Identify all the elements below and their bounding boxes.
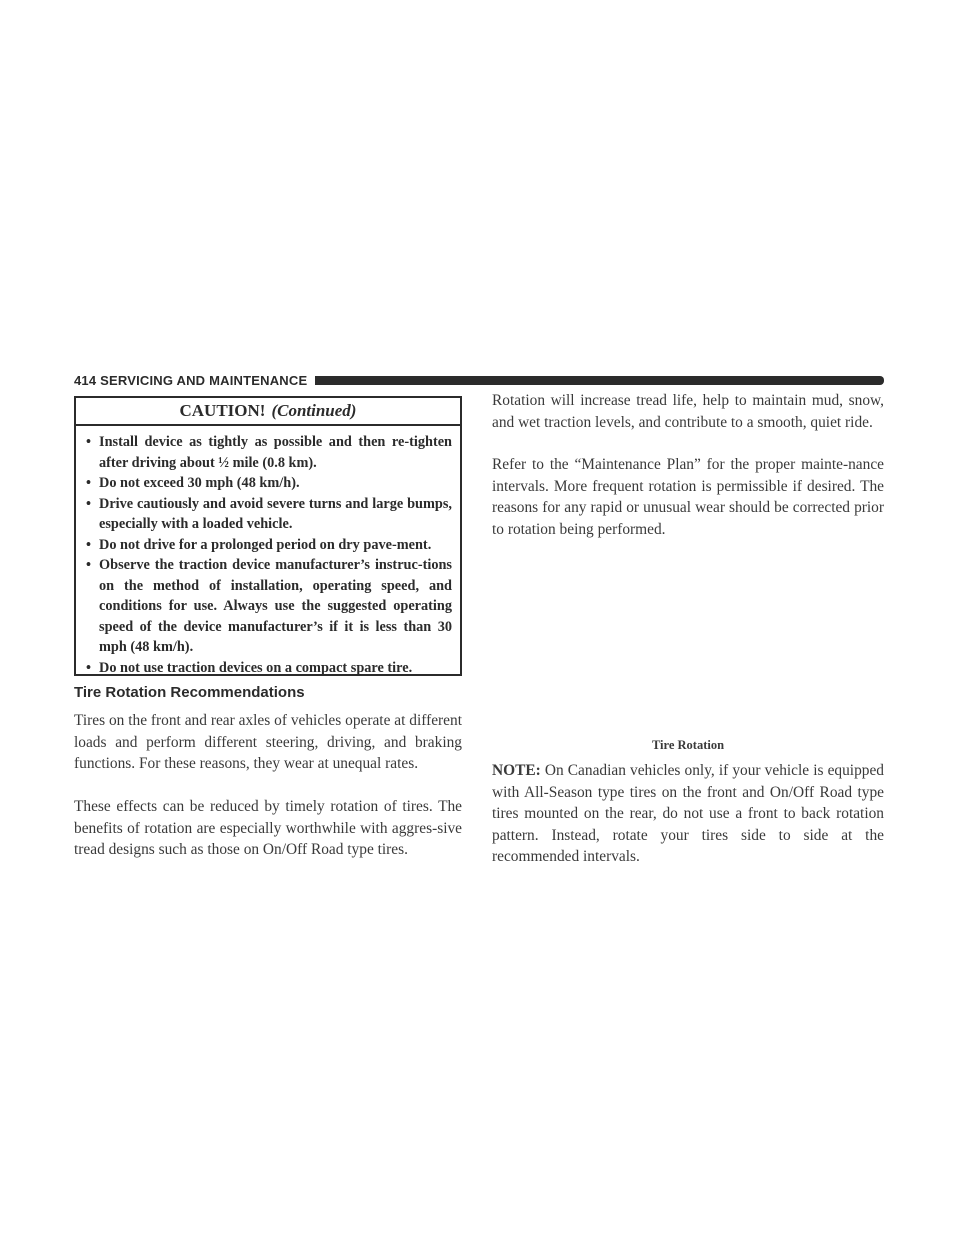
figure-caption: Tire Rotation xyxy=(651,738,725,752)
paragraph-rotation-benefits: These effects can be reduced by timely rotation of tires. The benefits of rotation are especially worthwhile with aggres-sive tread designs such as those on On/Off Road type tires. xyxy=(74,798,462,858)
tire-rotation-figure xyxy=(492,562,884,752)
paragraph-maintenance-plan: Refer to the “Maintenance Plan” for the proper mainte-nance intervals. More frequent rotation is permissible if desired. The reasons for any rapid or unusual wear should be corrected prior to rotation being performed. xyxy=(492,456,884,538)
bullet-icon: • xyxy=(86,475,92,491)
bullet-icon: • xyxy=(86,659,92,676)
note-text: On Canadian vehicles only, if your vehicle is equipped with All-Season type tires on the front and On/Off Road type tires mounted on the rear, do not use a front to back rotation pattern. Instead, rotate your tires side to side at the recommended intervals. xyxy=(492,762,884,865)
caution-item: • Do not use traction devices on a compact spare tire. xyxy=(86,658,452,679)
note-paragraph xyxy=(492,760,884,868)
caution-continued: (Continued) xyxy=(271,401,357,420)
paragraph-unequal-wear: Tires on the front and rear axles of vehicles operate at different loads and perform different steering, driving, and braking functions. For these reasons, they wear at unequal rates. xyxy=(74,712,462,772)
bullet-icon: • xyxy=(86,557,92,573)
caution-item: • Do not exceed 30 mph (48 km/h). xyxy=(86,473,452,494)
caution-item: • Drive cautiously and avoid severe turns and large bumps, especially with a loaded vehicle. xyxy=(86,495,452,532)
page-header xyxy=(74,372,884,388)
note-label: NOTE: xyxy=(492,762,541,779)
bullet-icon: • xyxy=(86,495,92,512)
caution-item: • Do not drive for a prolonged period on dry pave-ment. xyxy=(86,535,452,556)
caution-list xyxy=(76,426,460,678)
bullet-icon: • xyxy=(86,536,92,553)
page-number-section-title: 414 SERVICING AND MAINTENANCE xyxy=(74,372,308,388)
caution-box xyxy=(74,396,462,676)
caution-title xyxy=(76,398,460,426)
paragraph-tread-life: Rotation will increase tread life, help to maintain mud, snow, and wet traction levels, and contribute to a smooth, quiet ride. xyxy=(492,392,884,431)
caution-item: • Install device as tightly as possible and then re-tighten after driving about ½ mile (0.8 km). xyxy=(86,434,452,471)
section-heading: Tire Rotation Recommendations xyxy=(74,684,305,701)
header-rule xyxy=(315,376,884,385)
caution-item: • Observe the traction device manufacturer’s instruc-tions on the method of installation, operating speed, and conditions for use. Always use the suggested operating speed of the device manufacturer’s if it is less than 30 mph (48 km/h). xyxy=(86,557,452,655)
bullet-icon: • xyxy=(86,434,92,450)
caution-label: CAUTION! xyxy=(179,401,266,420)
